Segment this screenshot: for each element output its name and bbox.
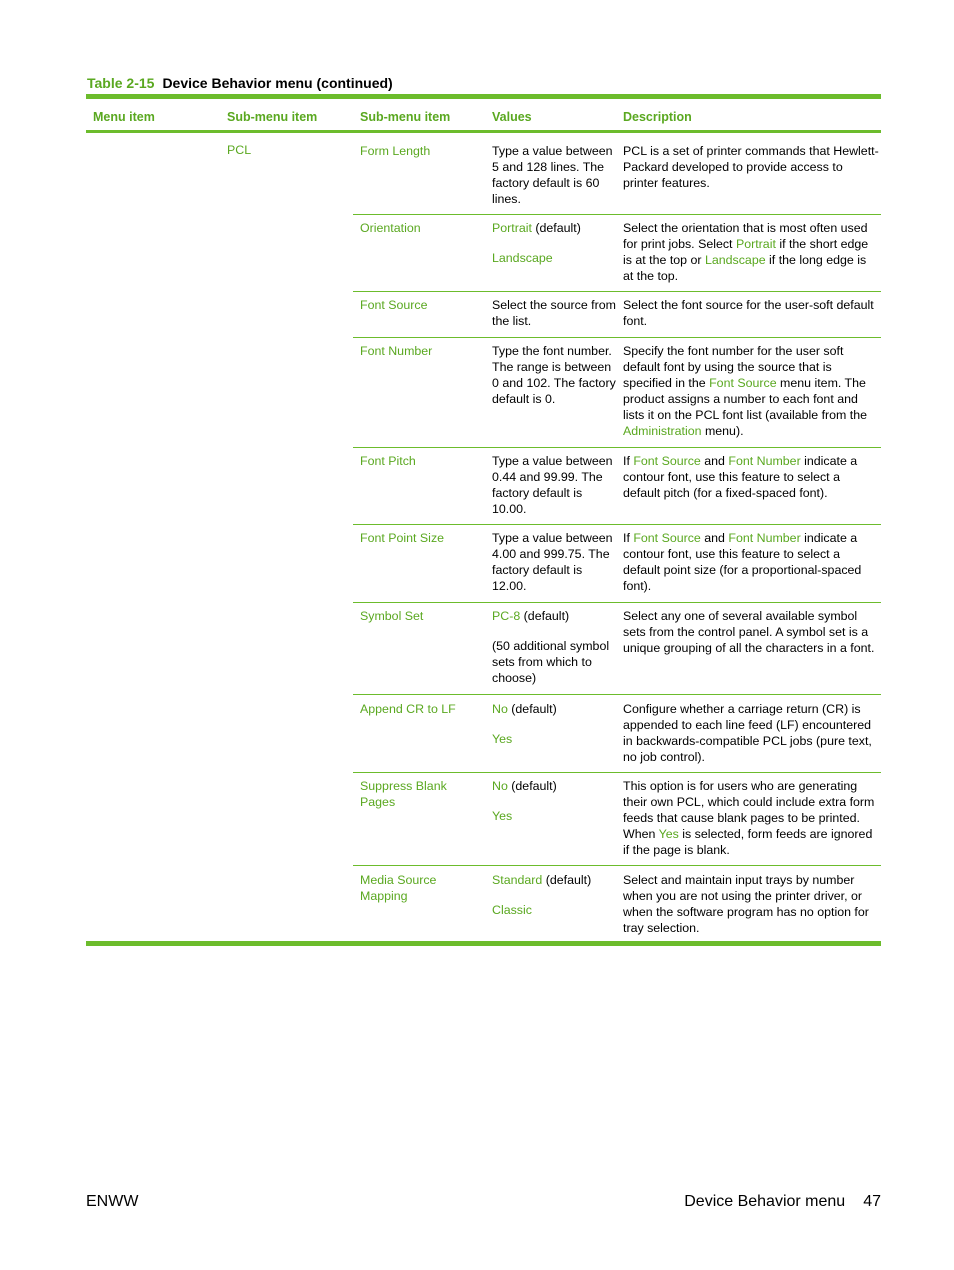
submenu-pcl: PCL <box>227 143 252 157</box>
header-sub-menu-item-2: Sub-menu item <box>360 110 451 124</box>
header-values: Values <box>492 110 532 124</box>
row-divider <box>353 447 881 448</box>
row-divider <box>353 337 881 338</box>
device-behavior-table <box>86 94 881 946</box>
row-divider <box>353 214 881 215</box>
desc-font-pitch: If Font Source and Font Number indicate a contour font, use this feature to select a default pitch (for a fixed-spaced font). <box>623 454 858 500</box>
desc-font-number: Specify the font number for the user soft default font by using the source that is specified in the Font Source menu item. The product assigns a number to each font and lists it on the PCL font list (available from the Administration menu). <box>623 344 868 438</box>
value-no: No <box>492 702 508 716</box>
row-divider <box>353 602 881 603</box>
value-portrait: Portrait <box>492 221 532 235</box>
values-font-pitch: Type a value between 0.44 and 99.99. The factory default is 10.00. <box>492 454 613 516</box>
item-orientation: Orientation <box>360 221 421 235</box>
values-symbol-set: PC-8 (default) (50 additional symbol sets from which to choose) <box>492 609 610 685</box>
table-header <box>86 99 881 130</box>
item-media-source-mapping: Media Source Mapping <box>360 873 437 903</box>
values-suppress-blank-pages: No (default) Yes <box>492 779 557 823</box>
desc-media-source-mapping: Select and maintain input trays by number when you are not using the printer driver, or when the software program has no option for tray selection. <box>623 873 869 935</box>
values-append-cr-to-lf: No (default) Yes <box>492 702 557 746</box>
desc-append-cr-to-lf: Configure whether a carriage return (CR) is appended to each line feed (LF) encountered in backwards-compatible PCL jobs (pure text, no job control). <box>623 702 872 764</box>
desc-font-source: Select the font source for the user-soft default font. <box>623 298 874 328</box>
header-description: Description <box>623 110 692 124</box>
item-append-cr-to-lf: Append CR to LF <box>360 702 456 716</box>
desc-form-length: PCL is a set of printer commands that Hewlett-Packard developed to provide access to printer features. <box>623 144 879 190</box>
row-divider <box>353 772 881 773</box>
footer-left: ENWW <box>86 1193 139 1210</box>
desc-orientation: Select the orientation that is most often used for print jobs. Select Portrait if the short edge is at the top or Landscape if the long edge is at the top. <box>623 221 869 283</box>
table-number: Table 2-15 <box>87 75 155 91</box>
row-divider <box>353 524 881 525</box>
values-font-point-size: Type a value between 4.00 and 999.75. The factory default is 12.00. <box>492 531 613 593</box>
row-divider <box>353 694 881 695</box>
header-sub-menu-item-1: Sub-menu item <box>227 110 318 124</box>
value-classic: Classic <box>492 903 532 917</box>
footer-section-title: Device Behavior menu <box>684 1193 846 1210</box>
item-symbol-set: Symbol Set <box>360 609 424 623</box>
values-font-source: Select the source from the list. <box>492 298 616 328</box>
row-divider <box>353 291 881 292</box>
item-font-point-size: Font Point Size <box>360 531 445 545</box>
value-yes: Yes <box>492 732 513 746</box>
value-additional-sets: (50 additional symbol sets from which to choose) <box>492 639 610 685</box>
footer-right <box>684 1193 881 1211</box>
row-divider <box>353 865 881 866</box>
item-font-pitch: Font Pitch <box>360 454 416 468</box>
item-font-source: Font Source <box>360 298 428 312</box>
value-yes: Yes <box>492 809 513 823</box>
table-bottom-rule <box>86 941 881 946</box>
desc-font-point-size: If Font Source and Font Number indicate a contour font, use this feature to select a default point size (for a proportional-spaced font). <box>623 531 862 593</box>
values-font-number: Type the font number. The range is between 0 and 102. The factory default is 0. <box>492 344 616 406</box>
values-media-source-mapping: Standard (default) Classic <box>492 873 592 917</box>
values-orientation: Portrait (default) Landscape <box>492 221 581 265</box>
header-menu-item: Menu item <box>93 110 155 124</box>
desc-symbol-set: Select any one of several available symbol sets from the control panel. A symbol set is a unique grouping of all the characters in a font. <box>623 609 875 655</box>
value-no: No <box>492 779 508 793</box>
page-number: 47 <box>863 1193 881 1210</box>
desc-suppress-blank-pages: This option is for users who are generating their own PCL, which could include extra form feeds that cause blank pages to be printed. When Yes is selected, form feeds are ignored if the page is blank. <box>623 779 875 857</box>
values-form-length: Type a value between 5 and 128 lines. The factory default is 60 lines. <box>492 144 613 206</box>
item-suppress-blank-pages: Suppress Blank Pages <box>360 779 447 809</box>
table-caption <box>87 75 393 91</box>
value-standard: Standard <box>492 873 543 887</box>
table-title: Device Behavior menu (continued) <box>162 75 393 91</box>
item-font-number: Font Number <box>360 344 433 358</box>
item-form-length: Form Length <box>360 144 431 158</box>
value-pc-8: PC-8 <box>492 609 521 623</box>
table-body <box>86 133 881 941</box>
value-landscape: Landscape <box>492 251 553 265</box>
